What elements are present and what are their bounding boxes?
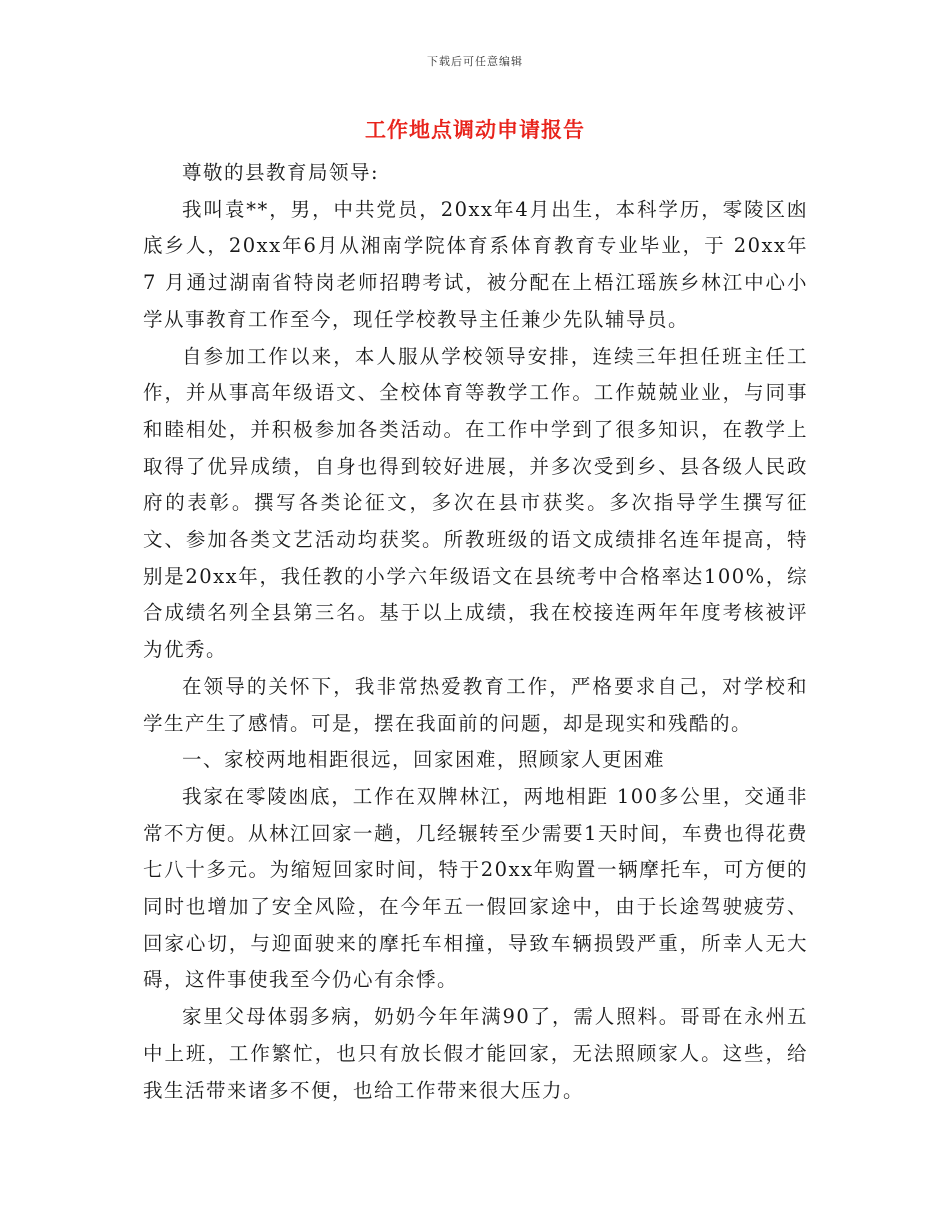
document-body bbox=[143, 155, 808, 1109]
commute-paragraph: 我家在零陵凼底，工作在双牌林江，两地相距 100多公里，交通非常不方便。从林江回家一趟，几经辗转至少需要1天时间，车费也得花费七八十多元。为缩短回家时间，特于20xx年购置一辆摩托车，可方便的同时也增加了安全风险，在今年五一假回家途中，由于长途驾驶疲劳、回家心切，与迎面驶来的摩托车相撞，导致车辆损毁严重，所幸人无大碍，这件事使我至今仍心有余悸。 bbox=[143, 784, 808, 992]
family-paragraph: 家里父母体弱多病，奶奶今年年满90了，需人照料。哥哥在永州五中上班，工作繁忙，也只有放长假才能回家，无法照顾家人。这些，给我生活带来诸多不便，也给工作带来很大压力。 bbox=[143, 1005, 808, 1102]
achievements-paragraph: 自参加工作以来，本人服从学校领导安排，连续三年担任班主任工作，并从事高年级语文、全校体育等教学工作。工作兢兢业业，与同事和睦相处，并积极参加各类活动。在工作中学到了很多知识，在教学上取得了优异成绩，自身也得到较好进展，并多次受到乡、县各级人民政府的表彰。撰写各类论征文，多次在县市获奖。多次指导学生撰写征文、参加各类文艺活动均获奖。所教班级的语文成绩排名连年提高，特别是20xx年，我任教的小学六年级语文在县统考中合格率达100%，综合成绩名列全县第三名。基于以上成绩，我在校接连两年年度考核被评为优秀。 bbox=[143, 344, 808, 662]
section-heading-1: 一、家校两地相距很远，回家困难，照顾家人更困难 bbox=[182, 748, 666, 772]
transition-paragraph: 在领导的关怀下，我非常热爱教育工作，严格要求自己，对学校和学生产生了感情。可是，摆在我面前的问题，却是现实和残酷的。 bbox=[143, 674, 808, 735]
salutation-paragraph: 尊敬的县教育局领导: bbox=[182, 161, 380, 184]
intro-paragraph: 我叫袁**，男，中共党员，20xx年4月出生，本科学历，零陵区凼底乡人，20xx年6月从湘南学院体育系体育教育专业毕业，于 20xx年 7 月通过湖南省特岗老师招聘考试，被分配在上梧江瑶族乡林江中心小学从事教育工作至今，现任学校教导主任兼少先队辅导员。 bbox=[143, 197, 808, 331]
page-header-note: 下载后可任意编辑 bbox=[427, 55, 523, 68]
document-title: 工作地点调动申请报告 bbox=[365, 117, 585, 142]
